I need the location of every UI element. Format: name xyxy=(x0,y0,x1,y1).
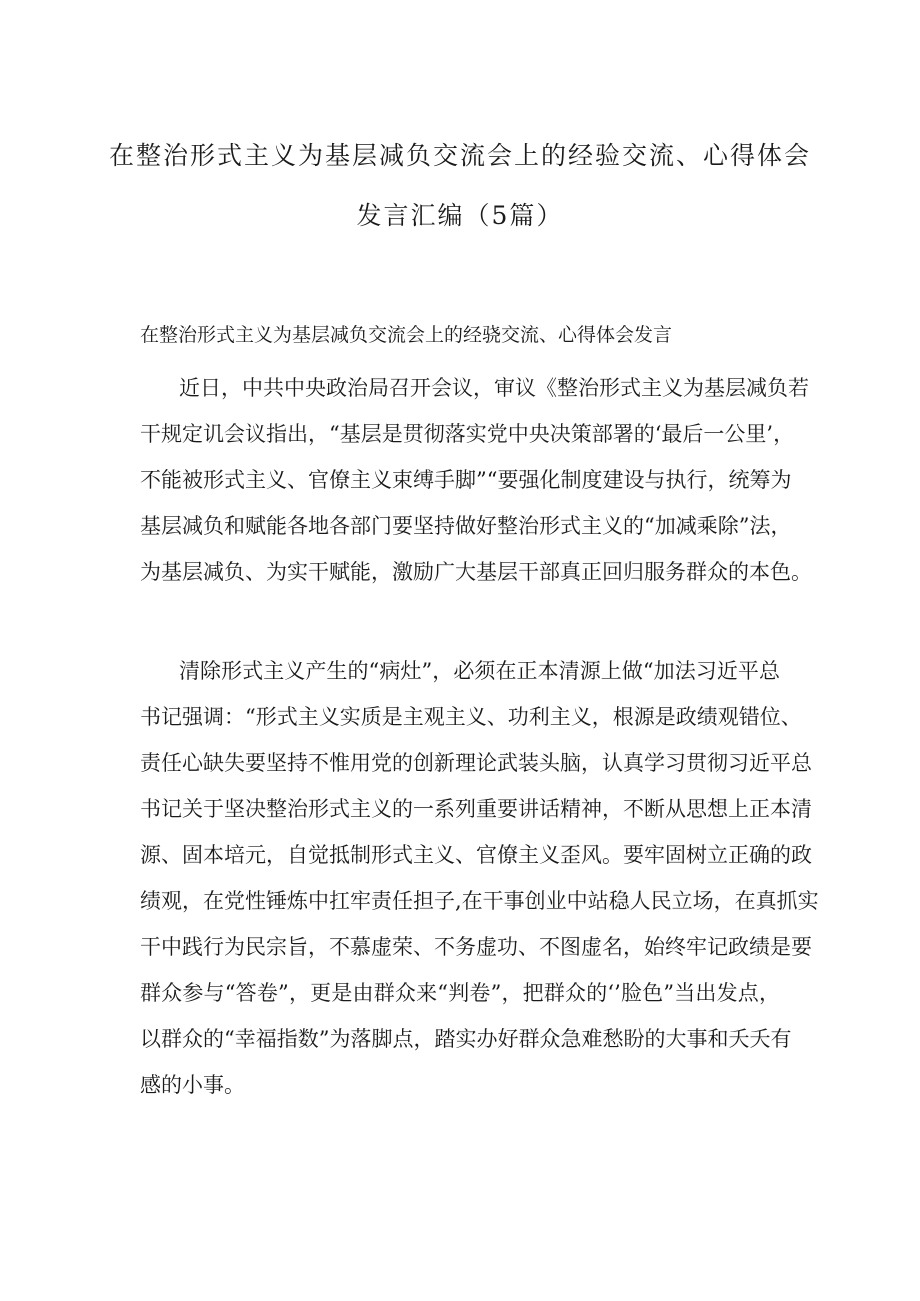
paragraph-2-line: 源、固本培元，自觉抵制形式主义、官僚主义歪风。要牢固树立正确的政 xyxy=(140,843,812,867)
paragraph-2-line: 感的小事。 xyxy=(140,1073,245,1097)
paragraph-1-line: 近日，中共中央政治局召开会议，审议《整治形式主义为基层减负若 xyxy=(179,376,809,400)
document-title-line-2: 发言汇编（5篇） xyxy=(356,201,564,230)
paragraph-2-line: 书记关于坚决整治形式主义的一系列重要讲话精神，不断从思想上正本清 xyxy=(140,797,812,821)
paragraph-2-line: 干中践行为民宗旨，不慕虚荣、不务虚功、不图虚名，始终牢记政绩是要 xyxy=(140,935,812,959)
paragraph-2-line: 责任心缺失要坚持不惟用党的创新理论武装头脑，认真学习贯彻习近平总 xyxy=(140,751,812,775)
paragraph-1-line: 为基层减负、为实干赋能，激励广大基层干部真正回归服务群众的本色。 xyxy=(140,560,812,584)
paragraph-1-line: 干规定讥会议指出，“基层是贯彻落实党中央决策部署的‘最后一公里’， xyxy=(140,422,795,446)
paragraph-2-line: 绩观，在党性锤炼中扛牢责任担子,在干事创业中站稳人民立场，在真抓实 xyxy=(140,889,819,913)
section-heading: 在整治形式主义为基层减负交流会上的经骁交流、心得体会发言 xyxy=(140,324,673,346)
paragraph-2-line: 清除形式主义产生的“病灶”，必须在正本清源上做“加法习近平总 xyxy=(179,659,780,683)
document-title-line-1: 在整治形式主义为基层减负交流会上的经验交流、心得体会 xyxy=(108,141,811,170)
paragraph-2-line: 以群众的“幸福指数”为落脚点，踏实办好群众急难愁盼的大事和夭夭有 xyxy=(140,1027,792,1051)
paragraph-1-line: 不能被形式主义、官僚主义束缚手脚”“要强化制度建设与执行，统筹为 xyxy=(140,468,792,492)
paragraph-2-line: 书记强调：“形式主义实质是主观主义、功利主义，根源是政绩观错位、 xyxy=(140,705,802,729)
paragraph-1-line: 基层减负和赋能各地各部门要坚持做好整治形式主义的“加减乘除”法， xyxy=(140,514,792,538)
paragraph-2-line: 群众参与“答卷”，更是由群众来“判卷”，把群众的‘’脸色”当出发点， xyxy=(140,981,780,1005)
